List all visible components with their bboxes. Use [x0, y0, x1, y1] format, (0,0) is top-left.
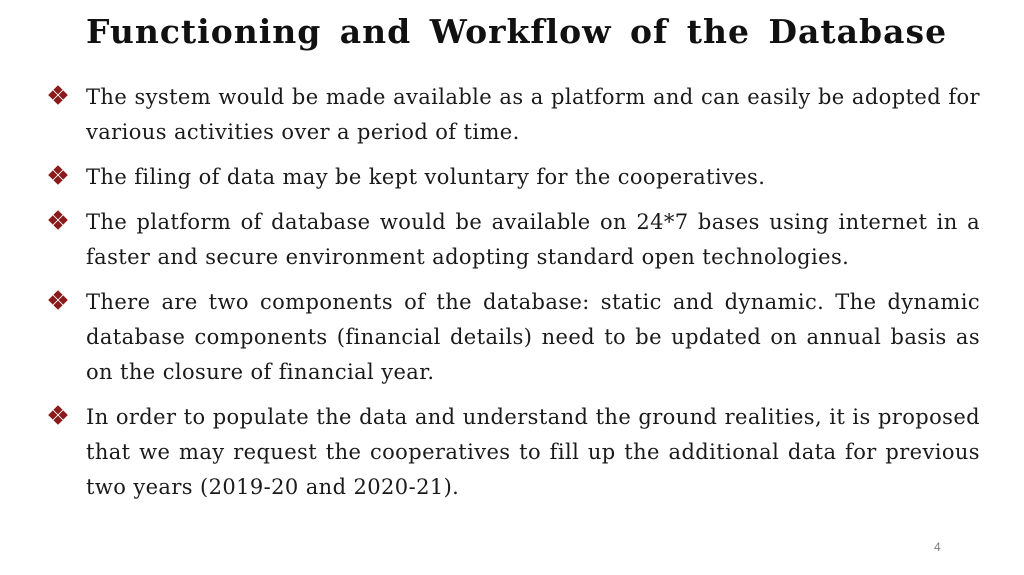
bullet-list [48, 80, 980, 515]
bullet-item [48, 80, 980, 150]
bullet-text: There are two components of the database: static and dynamic. The dynamic database components (financial details) need to be updated on annual basis as on the closure of financial year. [86, 290, 980, 384]
diamond-quad-icon [48, 85, 68, 105]
bullet-item [48, 205, 980, 275]
page-number: 4 [934, 540, 941, 554]
bullet-text: In order to populate the data and understand the ground realities, it is proposed that we may request the cooperatives to fill up the additional data for previous two years (2019-20 and 2020-21). [86, 405, 980, 499]
bullet-item [48, 160, 980, 195]
bullet-text: The filing of data may be kept voluntary for the cooperatives. [86, 165, 766, 189]
slide-title: Functioning and Workflow of the Database [86, 12, 948, 51]
bullet-text: The platform of database would be available on 24*7 bases using internet in a faster and secure environment adopting standard open technologies. [86, 210, 980, 269]
diamond-quad-icon [48, 405, 68, 425]
diamond-quad-icon [48, 165, 68, 185]
diamond-quad-icon [48, 210, 68, 230]
bullet-item [48, 285, 980, 390]
diamond-quad-icon [48, 290, 68, 310]
bullet-text: The system would be made available as a platform and can easily be adopted for various activities over a period of time. [86, 85, 980, 144]
bullet-item [48, 400, 980, 505]
